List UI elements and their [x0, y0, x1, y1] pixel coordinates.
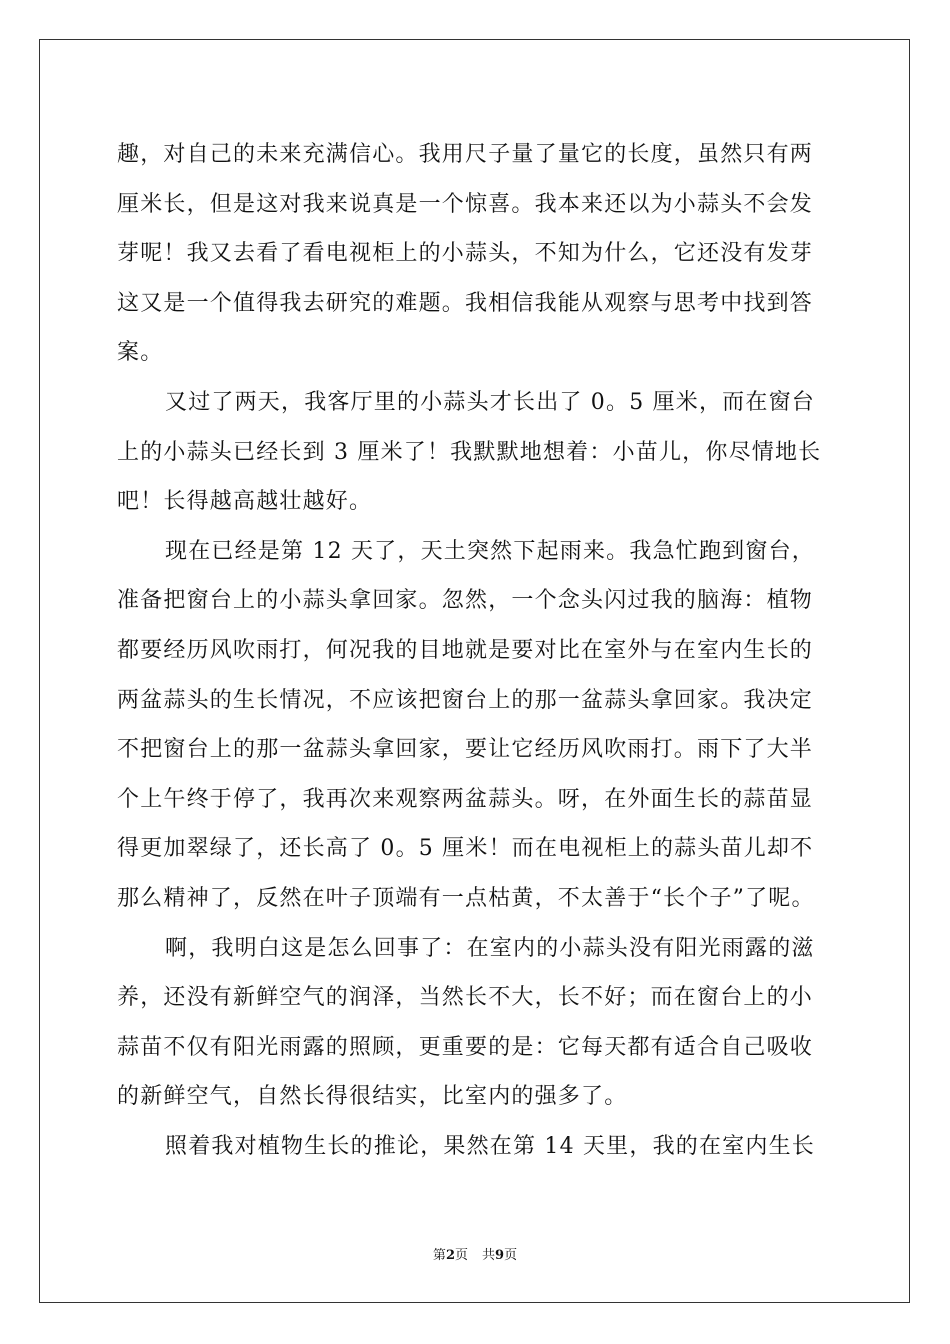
text-line: 上的小蒜头已经长到 3 厘米了！我默默地想着：小苗儿，你尽情地长 — [117, 439, 822, 465]
text-line: 蒜苗不仅有阳光雨露的照顾，更重要的是：它每天都有适合自己吸收 — [117, 1034, 814, 1060]
text-line: 得更加翠绿了，还长高了 0。5 厘米！而在电视柜上的蒜头苗儿却不 — [117, 836, 814, 862]
text-line: 芽呢！我又去看了看电视柜上的小蒜头，不知为什么，它还没有发芽 — [117, 241, 814, 267]
page-number: 第2页 — [432, 1248, 468, 1263]
text-line: 不把窗台上的那一盆蒜头拿回家，要让它经历风吹雨打。雨下了大半 — [117, 737, 814, 763]
text-line: 两盆蒜头的生长情况，不应该把窗台上的那一盆蒜头拿回家。我决定 — [117, 687, 814, 713]
text-line: 这又是一个值得我去研究的难题。我相信我能从观察与思考中找到答 — [117, 290, 814, 316]
document-body — [117, 130, 837, 1171]
paragraph-first-line: 啊，我明白这是怎么回事了：在室内的小蒜头没有阳光雨露的滋 — [165, 935, 815, 961]
text-line: 都要经历风吹雨打，何况我的目地就是要对比在室外与在室内生长的 — [117, 637, 814, 663]
text-line: 的新鲜空气，自然长得很结实，比室内的强多了。 — [117, 1084, 628, 1110]
text-line: 吧！长得越高越壮越好。 — [117, 489, 373, 515]
text-line: 趣，对自己的未来充满信心。我用尺子量了量它的长度，虽然只有两 — [117, 142, 814, 167]
text-line: 个上午终于停了，我再次来观察两盆蒜头。呀，在外面生长的蒜苗显 — [117, 786, 814, 812]
page-total: 共9页 — [482, 1248, 518, 1263]
text-line: 养，还没有新鲜空气的润泽，当然长不大，长不好；而在窗台上的小 — [117, 985, 814, 1011]
page-footer — [0, 1244, 950, 1263]
text-line: 案。 — [117, 340, 164, 366]
text-line: 厘米长，但是这对我来说真是一个惊喜。我本来还以为小蒜头不会发 — [117, 191, 814, 217]
text-line: 准备把窗台上的小蒜头拿回家。忽然，一个念头闪过我的脑海：植物 — [117, 588, 814, 614]
text-line: 那么精神了，反然在叶子顶端有一点枯黄，不太善于“长个子”了呢。 — [117, 885, 815, 911]
paragraph-first-line: 照着我对植物生长的推论，果然在第 14 天里，我的在室内生长 — [165, 1133, 815, 1159]
paragraph-first-line: 现在已经是第 12 天了，天土突然下起雨来。我急忙跑到窗台， — [165, 538, 815, 564]
paragraph-first-line: 又过了两天，我客厅里的小蒜头才长出了 0。5 厘米，而在窗台 — [165, 389, 815, 415]
